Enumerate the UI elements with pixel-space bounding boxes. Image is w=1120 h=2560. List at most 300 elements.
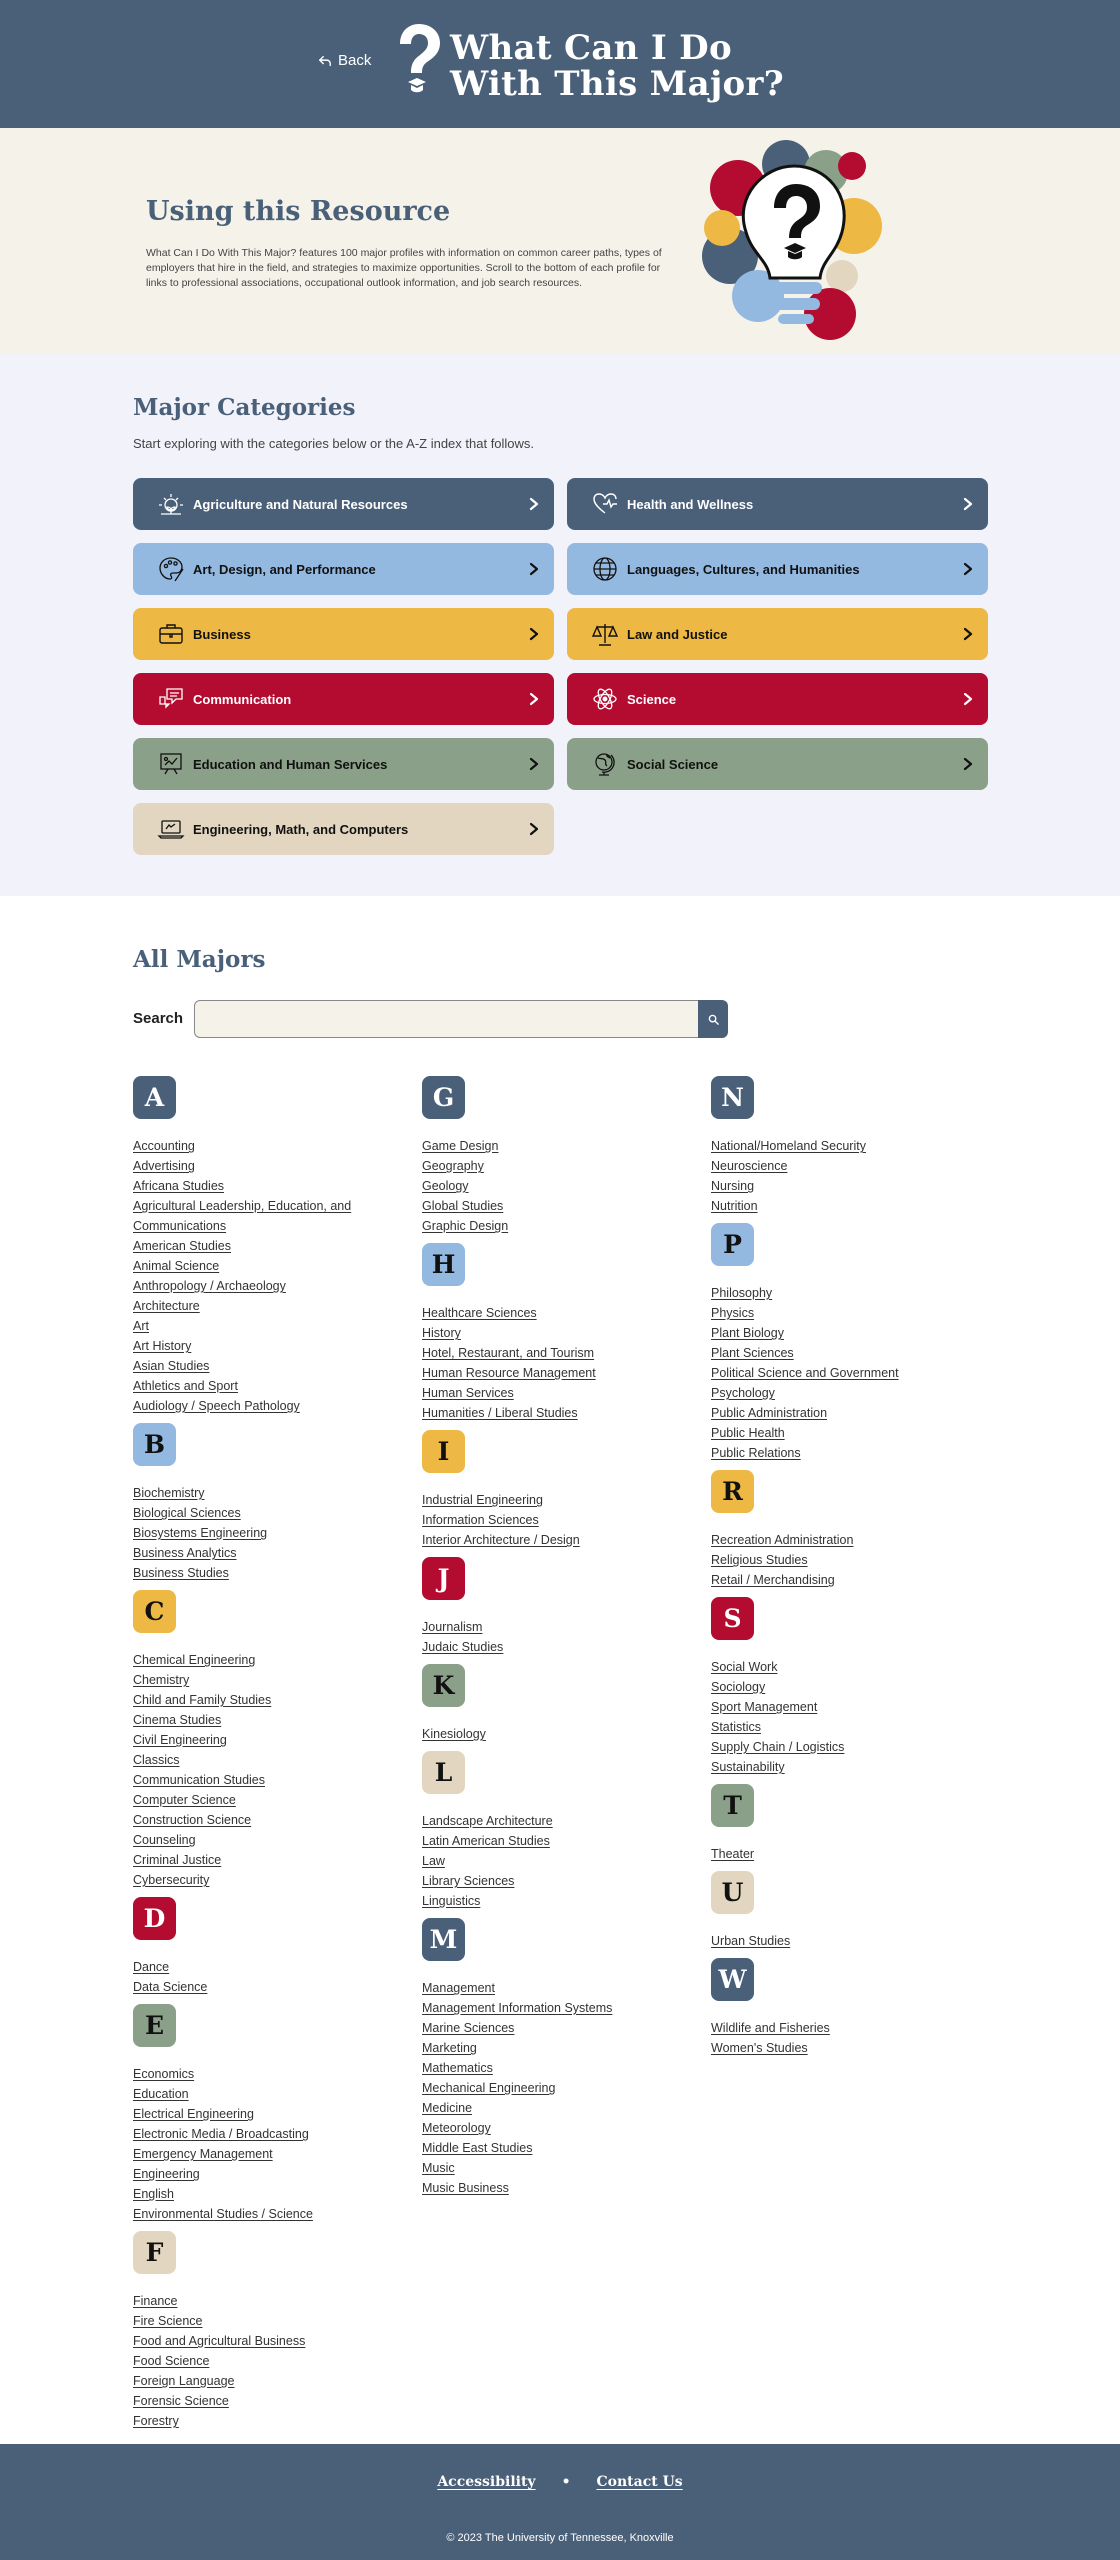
list-item xyxy=(422,1136,702,1156)
major-link[interactable]: Communication Studies xyxy=(133,1773,266,1787)
major-link[interactable]: Environmental Studies / Science xyxy=(133,2207,313,2221)
list-item xyxy=(422,2138,702,2158)
list-item xyxy=(133,1563,413,1583)
major-link[interactable]: Plant Sciences xyxy=(711,1346,794,1360)
letter-badge-s: S xyxy=(711,1597,754,1640)
list-item xyxy=(133,1196,413,1216)
list-item xyxy=(422,1891,702,1911)
major-link[interactable]: Computer Science xyxy=(133,1793,236,1807)
list-item xyxy=(422,1871,702,1891)
major-link[interactable]: Construction Science xyxy=(133,1813,252,1827)
list-item xyxy=(133,1730,413,1750)
major-link[interactable]: Public Health xyxy=(711,1426,785,1440)
list-item xyxy=(133,2351,413,2371)
list-item xyxy=(711,1697,991,1717)
list-item xyxy=(422,1510,702,1530)
major-link[interactable]: Counseling xyxy=(133,1833,196,1847)
search-button[interactable] xyxy=(698,1000,728,1038)
major-list xyxy=(711,1283,991,1463)
major-link[interactable]: Supply Chain / Logistics xyxy=(711,1740,845,1754)
letter-badge-d: D xyxy=(133,1897,176,1940)
list-item xyxy=(133,1850,413,1870)
major-list xyxy=(133,2064,413,2224)
list-item xyxy=(133,2331,413,2351)
major-link[interactable]: Women's Studies xyxy=(711,2041,808,2055)
letter-badge-h: H xyxy=(422,1243,465,1286)
chevron-right-icon xyxy=(528,692,540,706)
list-item xyxy=(711,1423,991,1443)
category-communication-button[interactable] xyxy=(133,673,554,725)
major-list xyxy=(711,1931,991,1951)
site-header xyxy=(0,0,1120,128)
major-link[interactable]: Asian Studies xyxy=(133,1359,210,1373)
palette-icon xyxy=(157,555,185,583)
major-link[interactable]: Sustainability xyxy=(711,1760,785,1774)
list-item xyxy=(711,1931,991,1951)
list-item xyxy=(133,1870,413,1890)
major-link[interactable]: Chemical Engineering xyxy=(133,1653,256,1667)
site-title-line2: With This Major? xyxy=(450,64,784,104)
major-link[interactable]: Geology xyxy=(422,1179,469,1193)
list-item xyxy=(422,1978,702,1998)
major-link[interactable]: Political Science and Government xyxy=(711,1366,899,1380)
list-item xyxy=(422,1490,702,1510)
list-item xyxy=(422,2178,702,2198)
letter-badge-a: A xyxy=(133,1076,176,1119)
major-link[interactable]: Sociology xyxy=(711,1680,766,1694)
category-label: Law and Justice xyxy=(627,626,728,642)
list-item xyxy=(133,2104,413,2124)
major-link[interactable]: Civil Engineering xyxy=(133,1733,227,1747)
scales-icon xyxy=(591,620,619,648)
category-label: Communication xyxy=(193,691,292,707)
category-social-science-button[interactable] xyxy=(567,738,988,790)
major-link[interactable]: Public Administration xyxy=(711,1406,828,1420)
major-link[interactable]: Human Services xyxy=(422,1386,514,1400)
category-science-button[interactable] xyxy=(567,673,988,725)
accessibility-link[interactable]: Accessibility xyxy=(437,2474,536,2490)
major-link[interactable]: Judaic Studies xyxy=(422,1640,504,1654)
intro-section xyxy=(0,128,1120,354)
major-link[interactable]: Humanities / Liberal Studies xyxy=(422,1406,578,1420)
letter-badge-m: M xyxy=(422,1918,465,1961)
major-link[interactable]: Healthcare Sciences xyxy=(422,1306,537,1320)
major-link[interactable]: Biochemistry xyxy=(133,1486,205,1500)
major-list xyxy=(711,1136,991,1216)
major-link[interactable]: Art History xyxy=(133,1339,192,1353)
major-link[interactable]: Electrical Engineering xyxy=(133,2107,254,2121)
footer-separator: • xyxy=(561,2474,571,2490)
chevron-right-icon xyxy=(962,562,974,576)
majors-column-3 xyxy=(711,1076,991,2065)
sun-plant-icon xyxy=(157,490,185,518)
letter-badge-n: N xyxy=(711,1076,754,1119)
categories-title: Major Categories xyxy=(133,394,356,421)
category-law-button[interactable] xyxy=(567,608,988,660)
list-item xyxy=(133,1503,413,1523)
list-item xyxy=(422,1303,702,1323)
major-link[interactable]: Audiology / Speech Pathology xyxy=(133,1399,300,1413)
category-label: Agriculture and Natural Resources xyxy=(193,496,408,512)
major-link[interactable]: Animal Science xyxy=(133,1259,220,1273)
chevron-right-icon xyxy=(528,497,540,511)
atom-icon xyxy=(591,685,619,713)
major-link[interactable]: Cybersecurity xyxy=(133,1873,210,1887)
major-list xyxy=(422,1978,702,2198)
major-list xyxy=(133,1650,413,1890)
category-languages-button[interactable] xyxy=(567,543,988,595)
list-item xyxy=(422,2058,702,2078)
major-link[interactable]: Emergency Management xyxy=(133,2147,273,2161)
list-item xyxy=(422,1617,702,1637)
major-link[interactable]: Journalism xyxy=(422,1620,483,1634)
major-link[interactable]: Law xyxy=(422,1854,445,1868)
major-link[interactable]: Retail / Merchandising xyxy=(711,1573,835,1587)
chevron-right-icon xyxy=(528,822,540,836)
list-item xyxy=(422,2158,702,2178)
letter-badge-l: L xyxy=(422,1751,465,1794)
category-label: Education and Human Services xyxy=(193,756,388,772)
chevron-right-icon xyxy=(962,757,974,771)
major-link[interactable]: Geography xyxy=(422,1159,484,1173)
major-link[interactable]: Business Analytics xyxy=(133,1546,237,1560)
list-item xyxy=(133,1236,413,1256)
list-item xyxy=(133,1650,413,1670)
list-item xyxy=(422,2118,702,2138)
chevron-right-icon xyxy=(962,627,974,641)
major-link[interactable]: Accounting xyxy=(133,1139,195,1153)
chalkboard-icon xyxy=(157,750,185,778)
major-link[interactable]: Information Sciences xyxy=(422,1513,539,1527)
list-item xyxy=(711,1136,991,1156)
major-link[interactable]: Marine Sciences xyxy=(422,2021,515,2035)
list-item xyxy=(133,2184,413,2204)
list-item xyxy=(422,1831,702,1851)
major-link[interactable]: Classics xyxy=(133,1753,180,1767)
category-art-button[interactable] xyxy=(133,543,554,595)
list-item xyxy=(711,1844,991,1864)
list-item xyxy=(422,1851,702,1871)
major-link[interactable]: Anthropology / Archaeology xyxy=(133,1279,286,1293)
major-list xyxy=(422,1724,702,1744)
major-link[interactable]: Middle East Studies xyxy=(422,2141,533,2155)
list-item xyxy=(711,1550,991,1570)
letter-badge-c: C xyxy=(133,1590,176,1633)
category-business-button[interactable] xyxy=(133,608,554,660)
major-list xyxy=(422,1811,702,1911)
major-link[interactable]: Economics xyxy=(133,2067,195,2081)
chevron-right-icon xyxy=(528,562,540,576)
list-item xyxy=(133,1810,413,1830)
major-link[interactable]: Religious Studies xyxy=(711,1553,808,1567)
list-item xyxy=(133,1276,413,1296)
contact-us-link[interactable]: Contact Us xyxy=(596,2474,683,2490)
major-link[interactable]: American Studies xyxy=(133,1239,231,1253)
major-link[interactable]: Interior Architecture / Design xyxy=(422,1533,580,1547)
list-item xyxy=(133,1750,413,1770)
category-health-button[interactable] xyxy=(567,478,988,530)
list-item xyxy=(133,1790,413,1810)
major-link[interactable]: Criminal Justice xyxy=(133,1853,222,1867)
list-item xyxy=(711,1323,991,1343)
letter-badge-g: G xyxy=(422,1076,465,1119)
list-item xyxy=(422,2018,702,2038)
major-link[interactable]: Graphic Design xyxy=(422,1219,509,1233)
major-link[interactable]: Recreation Administration xyxy=(711,1533,854,1547)
list-item xyxy=(422,1196,702,1216)
list-item xyxy=(422,1383,702,1403)
list-item xyxy=(422,1216,702,1236)
major-link[interactable]: History xyxy=(422,1326,461,1340)
major-link[interactable]: National/Homeland Security xyxy=(711,1139,866,1153)
major-list xyxy=(133,1483,413,1583)
globe-stand-icon xyxy=(591,750,619,778)
major-list xyxy=(133,2291,413,2431)
major-link[interactable]: Theater xyxy=(711,1847,755,1861)
search-icon xyxy=(708,1014,719,1025)
major-link[interactable]: Statistics xyxy=(711,1720,762,1734)
major-list xyxy=(422,1303,702,1423)
footer-links xyxy=(0,2474,1120,2490)
major-link[interactable]: Management xyxy=(422,1981,495,1995)
major-link[interactable]: Hotel, Restaurant, and Tourism xyxy=(422,1346,595,1360)
major-link[interactable]: Industrial Engineering xyxy=(422,1493,543,1507)
major-list xyxy=(711,1657,991,1777)
major-link[interactable]: Finance xyxy=(133,2294,178,2308)
list-item xyxy=(422,1998,702,2018)
list-item xyxy=(133,1376,413,1396)
list-item xyxy=(133,1136,413,1156)
letter-badge-u: U xyxy=(711,1871,754,1914)
back-link[interactable] xyxy=(318,52,371,69)
majors-column-2 xyxy=(422,1076,702,2205)
list-item xyxy=(133,1483,413,1503)
major-link[interactable]: Nursing xyxy=(711,1179,755,1193)
briefcase-icon xyxy=(157,620,185,648)
major-link[interactable]: Philosophy xyxy=(711,1286,773,1300)
major-link[interactable]: Africana Studies xyxy=(133,1179,225,1193)
letter-badge-j: J xyxy=(422,1557,465,1600)
major-link[interactable]: Advertising xyxy=(133,1159,195,1173)
major-link[interactable]: Forestry xyxy=(133,2414,179,2428)
major-link[interactable]: Engineering xyxy=(133,2167,200,2181)
list-item xyxy=(422,2098,702,2118)
major-link[interactable]: Architecture xyxy=(133,1299,200,1313)
list-item xyxy=(133,1396,413,1416)
list-item xyxy=(711,1657,991,1677)
major-list xyxy=(711,2018,991,2058)
list-item xyxy=(133,1690,413,1710)
major-link[interactable]: Biological Sciences xyxy=(133,1506,241,1520)
letter-badge-w: W xyxy=(711,1958,754,2001)
major-link[interactable]: Education xyxy=(133,2087,189,2101)
major-link[interactable]: Linguistics xyxy=(422,1894,481,1908)
list-item xyxy=(133,1770,413,1790)
majors-column-1 xyxy=(133,1076,413,2438)
list-item xyxy=(133,1216,413,1236)
list-item xyxy=(711,1283,991,1303)
intro-text: What Can I Do With This Major? features 100 major profiles with information on common career paths, types of employers that hire in the field, and strategies to maximize opportunities. Scroll to the bottom of each profile for links to professional associations, occupational outlook information, and job search resources. xyxy=(146,247,662,289)
letter-badge-f: F xyxy=(133,2231,176,2274)
major-list xyxy=(711,1844,991,1864)
list-item xyxy=(711,1343,991,1363)
list-item xyxy=(711,1363,991,1383)
major-link[interactable]: Biosystems Engineering xyxy=(133,1526,268,1540)
major-link[interactable]: Fire Science xyxy=(133,2314,203,2328)
major-link[interactable]: Urban Studies xyxy=(711,1934,791,1948)
site-footer xyxy=(0,2444,1120,2560)
major-link[interactable]: Athletics and Sport xyxy=(133,1379,238,1393)
major-link[interactable]: Wildlife and Fisheries xyxy=(711,2021,830,2035)
letter-badge-b: B xyxy=(133,1423,176,1466)
major-link[interactable]: Global Studies xyxy=(422,1199,504,1213)
list-item xyxy=(711,2038,991,2058)
heart-pulse-icon xyxy=(591,490,619,518)
major-link[interactable]: Business Studies xyxy=(133,1566,229,1580)
major-link[interactable]: Nutrition xyxy=(711,1199,758,1213)
site-title xyxy=(450,30,784,102)
list-item xyxy=(133,2064,413,2084)
list-item xyxy=(133,1830,413,1850)
list-item xyxy=(133,1296,413,1316)
list-item xyxy=(422,1403,702,1423)
major-list xyxy=(422,1136,702,1236)
list-item xyxy=(711,1570,991,1590)
list-item xyxy=(133,1176,413,1196)
list-item xyxy=(711,1530,991,1550)
list-item xyxy=(422,1530,702,1550)
major-link[interactable]: Agricultural Leadership, Education, and xyxy=(133,1199,352,1213)
category-label: Social Science xyxy=(627,756,719,772)
category-label: Engineering, Math, and Computers xyxy=(193,821,409,837)
list-item xyxy=(711,1677,991,1697)
list-item xyxy=(711,1737,991,1757)
major-link[interactable]: Game Design xyxy=(422,1139,499,1153)
major-link[interactable]: Medicine xyxy=(422,2101,473,2115)
list-item xyxy=(133,2411,413,2431)
list-item xyxy=(133,1977,413,1997)
list-item xyxy=(711,1757,991,1777)
copyright-text: © 2023 The University of Tennessee, Knoxville xyxy=(446,2532,674,2544)
major-link[interactable]: Neuroscience xyxy=(711,1159,788,1173)
category-engineering-button[interactable] xyxy=(133,803,554,855)
chevron-right-icon xyxy=(528,627,540,641)
laptop-icon xyxy=(157,815,185,843)
list-item xyxy=(133,1523,413,1543)
back-label: Back xyxy=(338,52,372,69)
category-agriculture-button[interactable] xyxy=(133,478,554,530)
list-item xyxy=(711,1717,991,1737)
category-education-button[interactable] xyxy=(133,738,554,790)
major-link[interactable]: Forensic Science xyxy=(133,2394,229,2408)
list-item xyxy=(133,2204,413,2224)
list-item xyxy=(133,1543,413,1563)
major-list xyxy=(422,1617,702,1657)
major-link[interactable]: Human Resource Management xyxy=(422,1366,596,1380)
major-link[interactable]: Latin American Studies xyxy=(422,1834,550,1848)
list-item xyxy=(422,1637,702,1657)
list-item xyxy=(422,1176,702,1196)
major-link[interactable]: Art xyxy=(133,1319,149,1333)
major-link[interactable]: Mathematics xyxy=(422,2061,493,2075)
list-item xyxy=(133,2371,413,2391)
list-item xyxy=(133,1710,413,1730)
list-item xyxy=(133,2124,413,2144)
major-list xyxy=(133,1136,413,1416)
list-item xyxy=(133,2144,413,2164)
major-link[interactable]: Landscape Architecture xyxy=(422,1814,553,1828)
major-link[interactable]: Music Business xyxy=(422,2181,509,2195)
list-item xyxy=(711,1403,991,1423)
major-link[interactable]: Dance xyxy=(133,1960,170,1974)
major-link[interactable]: Child and Family Studies xyxy=(133,1693,272,1707)
category-label: Science xyxy=(627,691,677,707)
lightbulb-illustration-icon xyxy=(694,136,894,346)
search-label: Search xyxy=(133,1010,184,1027)
list-item xyxy=(133,2291,413,2311)
major-link[interactable]: Marketing xyxy=(422,2041,477,2055)
major-link[interactable]: Psychology xyxy=(711,1386,775,1400)
major-link[interactable]: Communications xyxy=(133,1219,227,1233)
major-list xyxy=(711,1530,991,1590)
major-link[interactable]: Foreign Language xyxy=(133,2374,235,2388)
list-item xyxy=(133,2164,413,2184)
letter-badge-r: R xyxy=(711,1470,754,1513)
major-link[interactable]: Physics xyxy=(711,1306,755,1320)
list-item xyxy=(711,1196,991,1216)
major-link[interactable]: Social Work xyxy=(711,1660,778,1674)
list-item xyxy=(133,1256,413,1276)
list-item xyxy=(133,1336,413,1356)
list-item xyxy=(133,1316,413,1336)
list-item xyxy=(133,2084,413,2104)
major-list xyxy=(422,1490,702,1550)
question-mark-logo-icon xyxy=(390,22,446,102)
category-label: Art, Design, and Performance xyxy=(193,561,376,577)
category-label: Languages, Cultures, and Humanities xyxy=(627,561,860,577)
list-item xyxy=(422,1343,702,1363)
list-item xyxy=(711,1156,991,1176)
list-item xyxy=(422,2038,702,2058)
category-label: Business xyxy=(193,626,251,642)
major-link[interactable]: Public Relations xyxy=(711,1446,801,1460)
major-link[interactable]: Management Information Systems xyxy=(422,2001,613,2015)
major-link[interactable]: Cinema Studies xyxy=(133,1713,222,1727)
major-link[interactable]: Food and Agricultural Business xyxy=(133,2334,306,2348)
chevron-right-icon xyxy=(962,692,974,706)
list-item xyxy=(422,1323,702,1343)
list-item xyxy=(711,1383,991,1403)
major-link[interactable]: Data Science xyxy=(133,1980,208,1994)
major-link[interactable]: Meteorology xyxy=(422,2121,491,2135)
major-link[interactable]: Mechanical Engineering xyxy=(422,2081,556,2095)
search-input[interactable] xyxy=(194,1000,699,1038)
major-link[interactable]: Food Science xyxy=(133,2354,210,2368)
major-link[interactable]: Kinesiology xyxy=(422,1727,486,1741)
major-link[interactable]: Electronic Media / Broadcasting xyxy=(133,2127,309,2141)
major-link[interactable]: Library Sciences xyxy=(422,1874,515,1888)
major-link[interactable]: English xyxy=(133,2187,174,2201)
major-link[interactable]: Plant Biology xyxy=(711,1326,784,1340)
major-link[interactable]: Chemistry xyxy=(133,1673,190,1687)
category-label: Health and Wellness xyxy=(627,496,754,512)
list-item xyxy=(133,1156,413,1176)
major-link[interactable]: Sport Management xyxy=(711,1700,818,1714)
site-title-line1: What Can I Do xyxy=(450,28,732,68)
letter-badge-p: P xyxy=(711,1223,754,1266)
chevron-right-icon xyxy=(962,497,974,511)
major-link[interactable]: Music xyxy=(422,2161,455,2175)
